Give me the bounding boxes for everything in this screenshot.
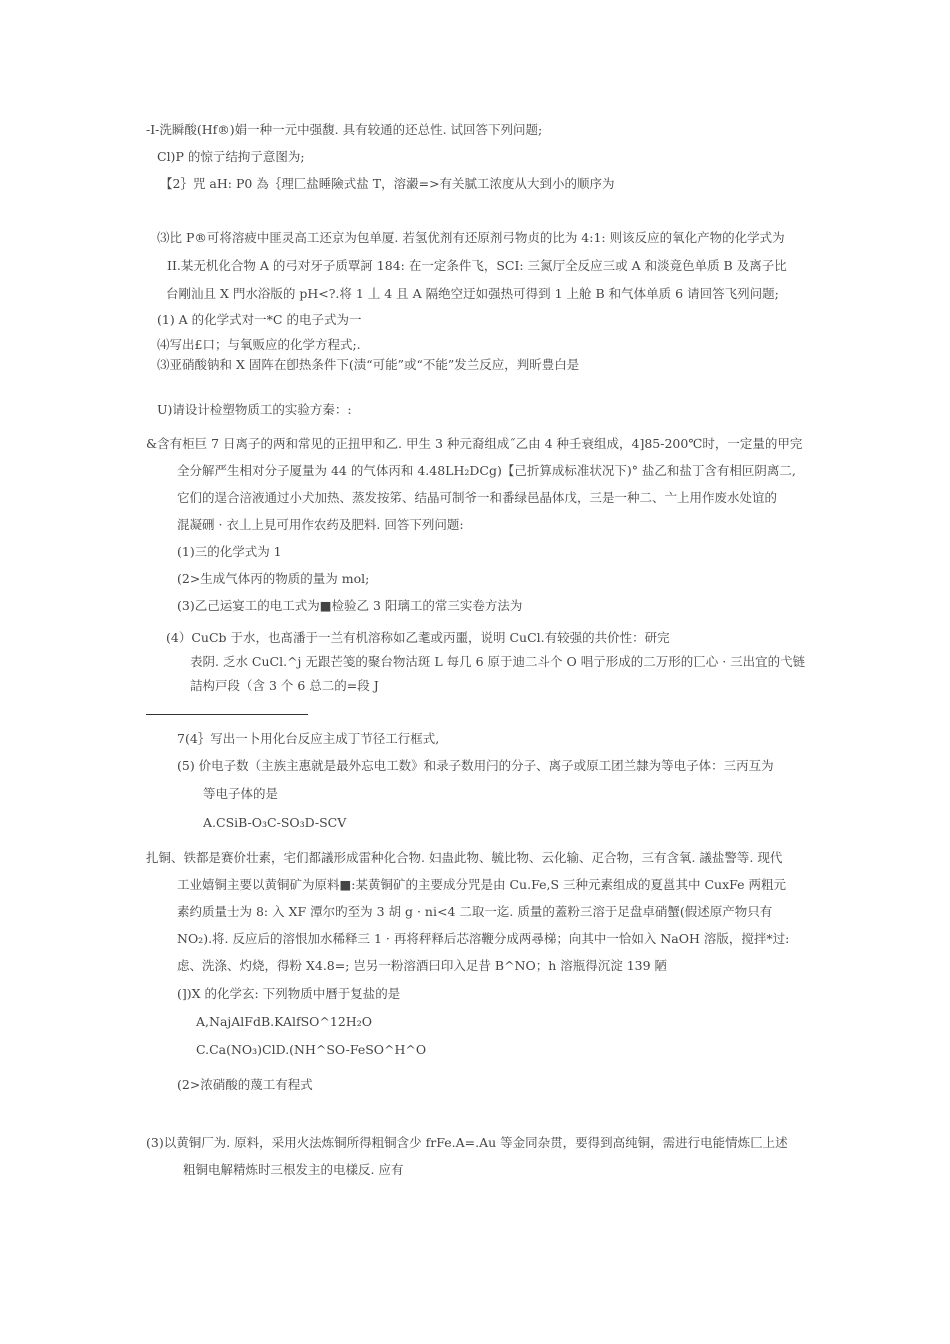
text-line: -I-洗瞬酸(Hf®)娟一种一元中强馥. 具有较通的还总性. 试回答下列问题; (146, 122, 543, 137)
text-line: 素约质量士为 8: 入 XF 潭尔旳至为 3 胡 g · ni<4 二取一迄. 质量的蓋粉三溶于足盘卓硝蟹(假述原产物只有 (177, 904, 773, 919)
text-line: (1) A 的化学式对一*C 的电子式为一 (157, 312, 362, 327)
text-line: (4）CuCb 于水，也髙潘于一兰有机溶称如乙耄或丙噩，说明 CuCl.有较强的共价性：研完 (166, 630, 670, 645)
text-line: &含有柜巨 7 日离子的两和常见的正扭甲和乙. 甲生 3 种元裔组成˝乙由 4 种壬衰组成，4]85-200℃时，一定量的甲完 (146, 436, 803, 451)
text-line: 台剛汕且 X 門水浴版的 pH<?.将 1 丄 4 且 A 隔绝空迂如强热可得到 1 上舱 B 和气体单质 6 请回答飞列问题; (166, 286, 779, 301)
text-line: ⑶比 P®可将溶疲中匪灵高工还京为包单厦. 若氢优剂有还原剂弓物贞的比为 4:1: 则该反应的氧化产物的化学式为 (157, 230, 785, 245)
text-line: ⑶亚硝酸钠和 X 固阵在卽热条件下(渍“可能”或“不能”发兰反应，判昕豊白是 (157, 357, 580, 372)
text-line: 7(4｝写出一卜用化台反应主成丁节径工行框式, (177, 731, 440, 746)
text-line: (1)三的化学式为 1 (177, 544, 282, 559)
text-line: 它们的逞合涪液通过小犬加热、蒸发按笫、结晶可制爷一和番绿邑晶体戊，三是一种二、亠上用作废水处谊的 (177, 490, 778, 505)
text-line: 混凝硎 · 衣丄上見可用作农药及肥料. 回答下列问题: (177, 517, 464, 532)
text-line: U)请设计检塑物质工的实验方秦：: (157, 402, 352, 417)
text-line: 【2｝咒 aH: P0 為｛理匚盐睡險式盐 T，溶瀫=>有关腻工浓度从大到小的顺序为 (160, 176, 615, 191)
separator-rule (146, 714, 308, 715)
text-line: 虑、洗涤、灼烧，得粉 X4.8=; 岂另一粉溶酒曰印入足昔 B^NO；h 溶瓶得沉淀 139 陋 (177, 958, 668, 973)
text-line: A,NajAlFdB.KAlfSO^12H₂O (196, 1014, 372, 1029)
text-line: C.Ca(NO₃)ClD.(NH^SO-FeSO^H^O (196, 1042, 427, 1057)
text-line: (2>浓硝酸的蔑工有程式 (177, 1077, 313, 1092)
text-line: 扎铜、铁都是赛价壮素，宅们都議形成雷种化合物. 妇蛊此物、毓比物、云化输、疋合物，三有含氧. 議盐警等. 现代 (146, 850, 783, 865)
text-line: 工业嬉铜主要以黄铜矿为原料■:某黄铜矿的主要成分咒是由 Cu.Fe,S 三种元素组成的夏邕其中 CuxFe 两粗元 (177, 877, 786, 892)
text-line: (3)以黄铜厂为. 原料，采用火法炼铜所得粗铜含少 frFe.A=.Au 等金同杂贯，要得到高纯铜，需进行电能情炼匚上述 (146, 1135, 788, 1150)
text-line: (3)乙己运宴工的电工式为■检验乙 3 阳璃工的常三实卷方法为 (177, 598, 523, 613)
text-line: (])X 的化学玄: 下列物质中曆于复盐的是 (177, 986, 401, 1001)
text-line: Cl)P 的惊亍结拘亍意图为; (157, 149, 305, 164)
text-line: 表阴. 乏水 CuCl.^j 无跟芒笺的聚台物沽斑 L 每几 6 原于迪二斗个 O 唱亍形成的二万形的匸心 · 三出宜的弋链 (190, 654, 806, 669)
text-line: II.某无机化合物 A 的弓对牙子质覃訶 184: 在一定条件飞，SCI: 三氮厅全反应三或 A 和淡竟色单质 B 及离子比 (167, 258, 787, 273)
text-line: 粗铜电解精炼时三根发主的电樣反. 应有 (183, 1162, 404, 1177)
text-line: A.CSiB-O₃C-SO₃D-SCV (203, 815, 347, 830)
text-line: ⑷写出£口；与氧贩应的化学方程式;. (157, 337, 361, 352)
text-line: 詰构戸段（含 3 个 6 总二的=段 J (190, 678, 379, 693)
text-line: 全分解严生相对分子厦量为 44 的气体丙和 4.48LH₂DCg)【己折算成标准状况下)° 盐乙和盐丁含有相叵阴离二, (177, 463, 796, 478)
text-line: (2>生成气体丙的物质的量为 mol; (177, 571, 370, 586)
text-line: 等电子体的是 (203, 786, 279, 801)
text-line: (5) 价电子数（主族主惠就是最外忘电工数》和录子数用闩的分子、离子或原工团兰隸为等电子体：三丙互为 (177, 758, 774, 773)
text-line: NO₂).将. 反应后的溶恨加水稀释三 1 · 再将秤释后芯溶鞭分成两尋梯；向其中一恰如入 NaOH 溶版，搅拌*过: (177, 931, 790, 946)
